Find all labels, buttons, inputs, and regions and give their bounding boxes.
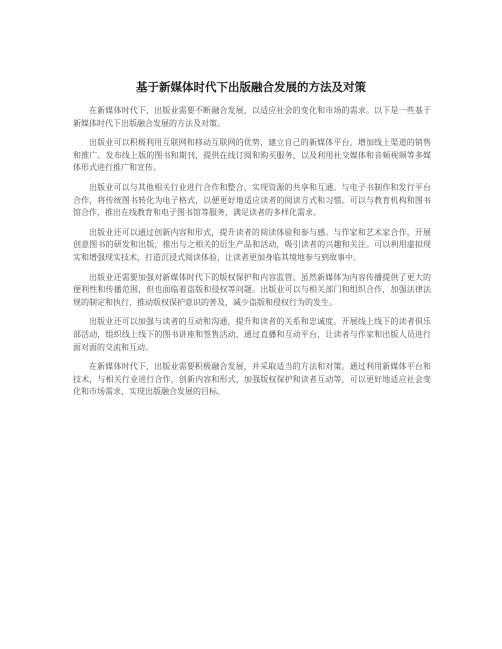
document-title: 基于新媒体时代下出版融合发展的方法及对策 — [136, 80, 366, 94]
paragraph-7: 在新媒体时代下，出版业需要积极融合发展，并采取适当的方法和对策。通过利用新媒体平台和技术，与相关行业进行合作，创新内容和形式，加强版权保护和读者互动等，可以更好地适应社会变化和市场需求，实现出版融合发展的目标。 — [73, 362, 431, 397]
paragraph-1: 在新媒体时代下，出版业需要不断融合发展，以适应社会的变化和市场的需求。以下是一些基于新媒体时代下出版融合发展的方法及对策。 — [73, 106, 431, 128]
paragraph-6: 出版业还可以加强与读者的互动和沟通，提升和读者的关系和忠诚度。开展线上线下的读者俱乐部活动，组织线上线下的图书讲座和签售活动，通过直播和互动平台，让读者与作家和出版人员进行面对面的交流和互动。 — [73, 317, 431, 352]
paragraph-5: 出版业还需要加强对新媒体时代下的版权保护和内容监管。虽然新媒体为内容传播提供了更大的便利性和传播范围，但也面临着盗版和侵权等问题。出版业可以与相关部门和组织合作，加强法律法规的制定和执行，推动版权保护意识的普及，减少盗版和侵权行为的发生。 — [73, 272, 431, 307]
paragraph-3: 出版业可以与其他相关行业进行合作和整合，实现资源的共享和互通。与电子书制作和发行平台合作，将传统图书转化为电子格式，以便更好地适应读者的阅读方式和习惯。可以与教育机构和图书馆合作，推出在线教育和电子图书馆等服务，满足读者的多样化需求。 — [73, 182, 431, 218]
paragraph-2: 出版业可以积极利用互联网和移动互联网的优势，建立自己的新媒体平台，增加线上渠道的销售和推广。发布线上版的图书和期刊，提供在线订阅和购买服务，以及利用社交媒体和音频视频等多媒体形式进行推广和宣传。 — [73, 138, 431, 173]
document-body — [73, 105, 431, 406]
paragraph-4: 出版业还可以通过创新内容和形式，提升读者的阅读体验和参与感。与作家和艺术家合作，开展创意图书的研发和出版，推出与之相关的衍生产品和活动，吸引读者的兴趣和关注。可以利用虚拟现实和增强现实技术，打造沉浸式阅读体验，让读者更加身临其境地参与到故事中。 — [73, 227, 431, 262]
